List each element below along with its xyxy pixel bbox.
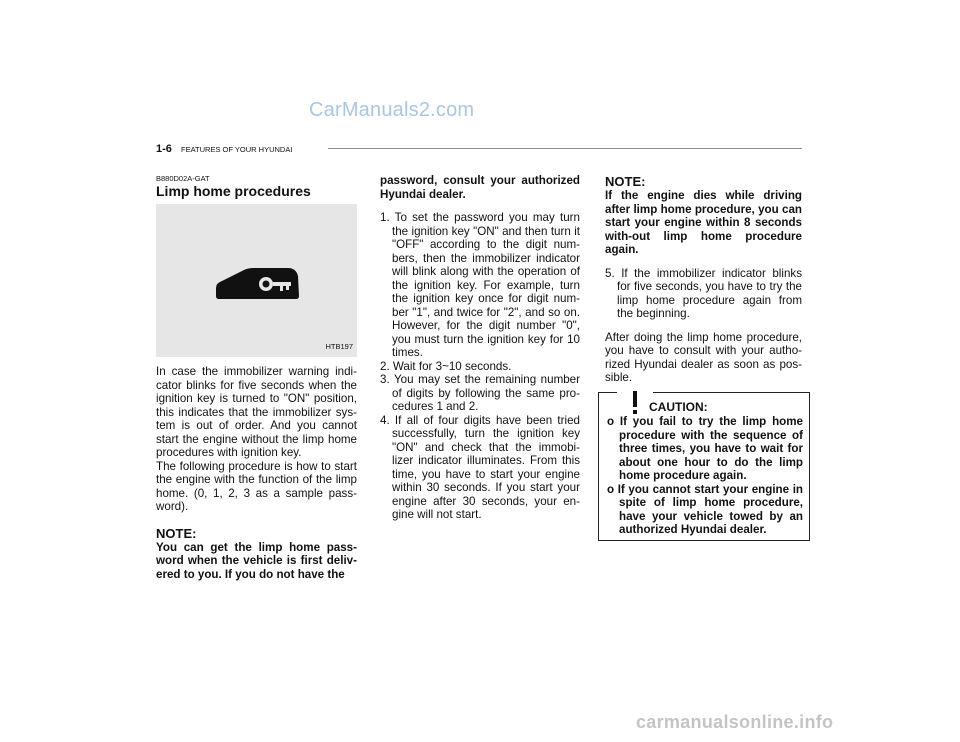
intro-paragraph: In case the immobilizer warning indi-cator blinks for five seconds when the ignition key is turned to "ON" position, this indicates that the immobilizer sys-tem is out of order. And you cannot start the engine without the limp home procedures with ignition key. [156, 365, 357, 459]
header-rule [328, 148, 802, 149]
step-item: 5. If the immobilizer indicator blinks for five seconds, you have to try the limp home procedure again from the beginning. [605, 266, 802, 320]
figure [156, 204, 357, 357]
section-code: B880D02A-GAT [156, 174, 210, 183]
note-continuation: password, consult your authorized Hyundai dealer. [380, 174, 580, 201]
caution-box [598, 392, 810, 541]
note-text-2: If the engine dies while driving after limp home procedure, you can start your engine within 8 seconds with-out limp home procedure again. [605, 189, 802, 256]
caution-item: o If you fail to try the limp home procedure with the sequence of three times, you have to wait for about one hour to do the limp home procedure again. [607, 415, 803, 482]
caution-item: o If you cannot start your engine in spite of limp home procedure, have your vehicle towed by an authorized Hyundai dealer. [607, 482, 803, 536]
immobilizer-key-icon [214, 266, 300, 300]
section-title: FEATURES OF YOUR HYUNDAI [181, 145, 293, 154]
step-item: 2. Wait for 3~10 seconds. [380, 359, 512, 373]
steps-list [380, 211, 580, 522]
figure-label: HTB197 [325, 341, 353, 351]
procedure-intro: The following procedure is how to start the engine with the function of the limp home. (0, 1, 2, 3 as a sample pass-word). [156, 459, 357, 513]
note-title-2: NOTE: [605, 174, 646, 189]
column-3 [605, 174, 802, 385]
watermark-top: CarManuals2.com [309, 99, 475, 121]
watermark-bottom: carmanualsonline.info [636, 712, 834, 732]
step-item: 1. To set the password you may turn the ignition key "ON" and then turn it "OFF" according to the digit num-bers, then the immobilizer indicator will blink along with the operation of the ignition key. For example, turn the ignition key once for digit num-ber "1", and twice for "2", and so on. However, for the digit number "0", you must turn the ignition key for 10 times. [380, 211, 580, 359]
note-text: You can get the limp home pass-word when the vehicle is first deliv-ered to you. If you do not have the [156, 540, 357, 581]
caution-title: CAUTION: [649, 400, 708, 414]
step-item: 3. You may set the remaining number of digits by following the same pro-cedures 1 and 2. [380, 373, 580, 413]
column-1 [156, 174, 357, 581]
section-heading: Limp home procedures [156, 183, 311, 199]
warning-exclamation-icon [617, 385, 653, 417]
column-2 [380, 174, 580, 522]
steps-list-2 [605, 267, 802, 321]
page-number: 1-6 [156, 143, 172, 155]
step-item: 4. If all of four digits have been tried successfully, turn the ignition key "ON" and check that the immobi-lizer indicator illuminates. From this time, you have to start your engine within 30 seconds. If you start your engine after 30 seconds, your en-gine will not start. [380, 413, 580, 521]
after-paragraph: After doing the limp home procedure, you have to consult with your autho-rized Hyundai dealer as soon as pos-sible. [605, 330, 802, 384]
note-title: NOTE: [156, 525, 197, 541]
caution-list [607, 415, 803, 537]
